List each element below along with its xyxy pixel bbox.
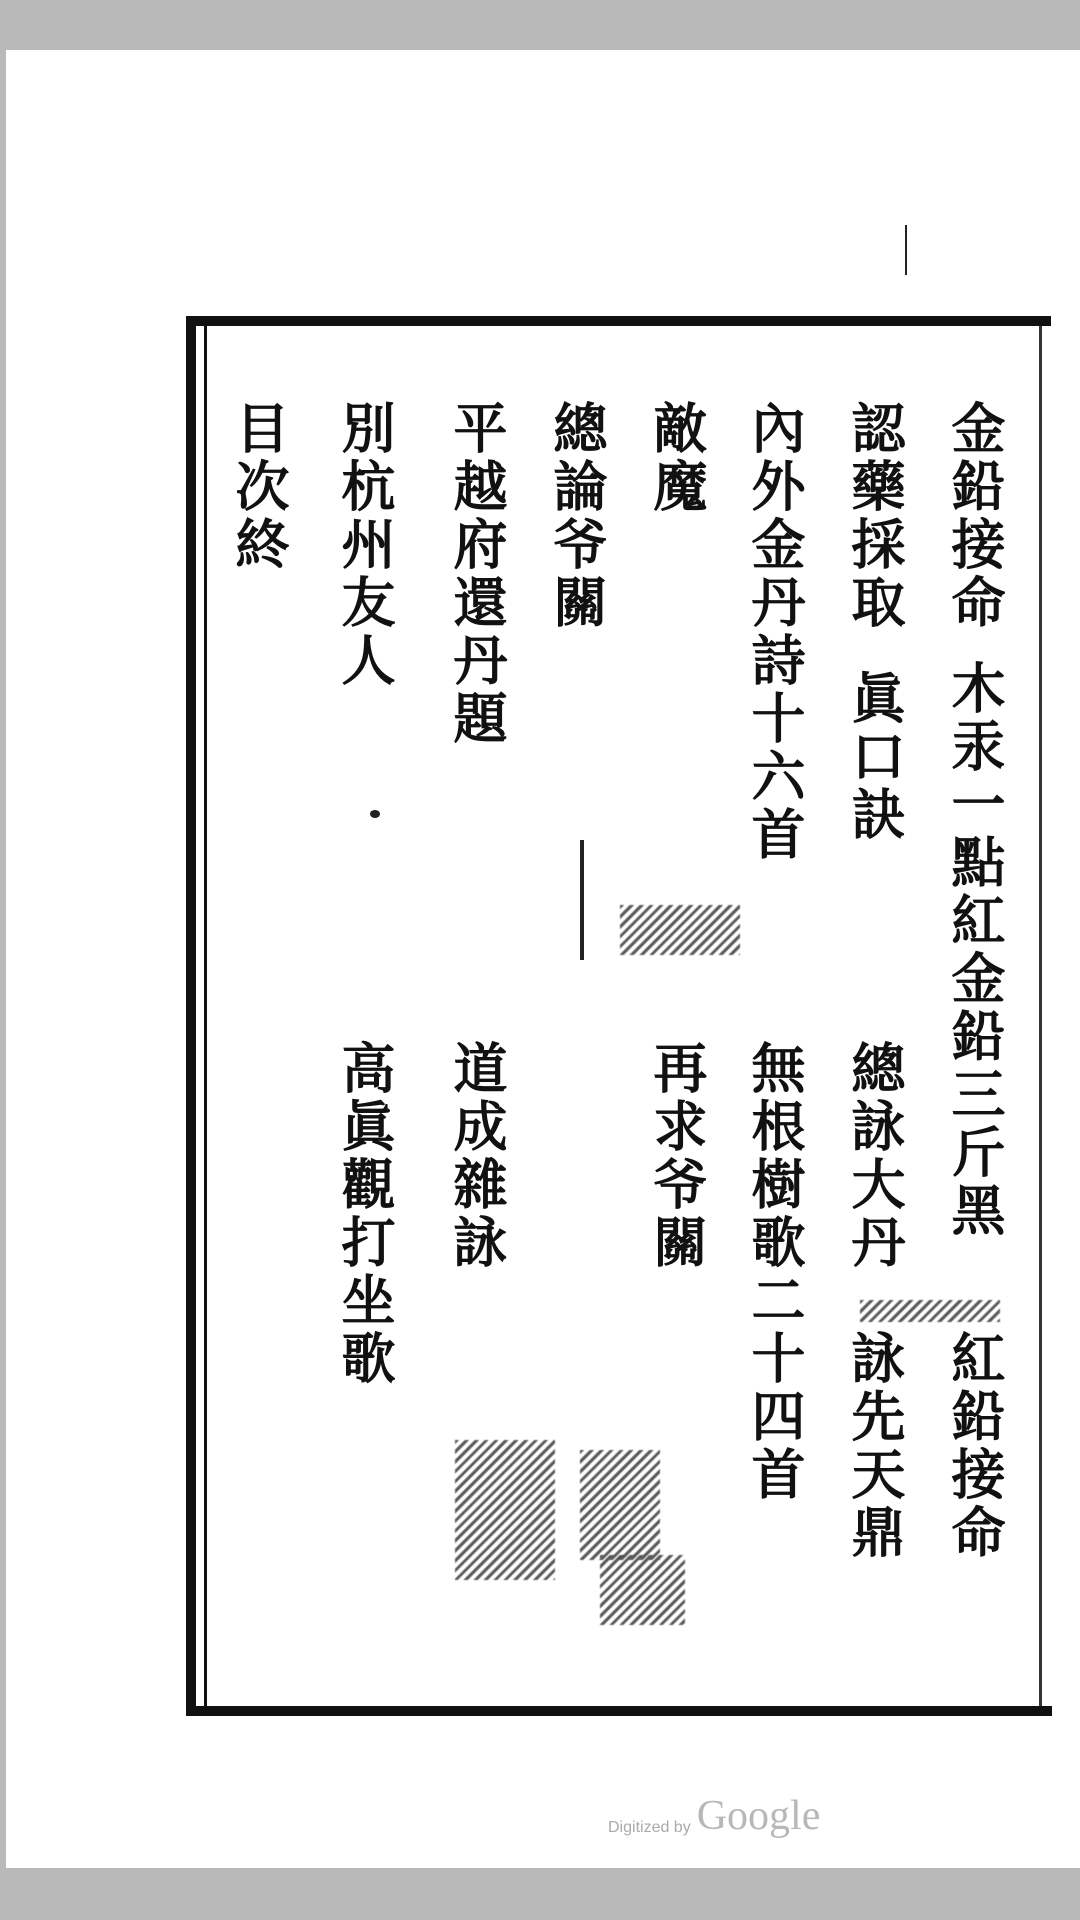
toc-entry: 內外金丹詩十六首 xyxy=(743,400,807,864)
toc-entry: 眞口訣 xyxy=(843,670,907,844)
toc-entry: 目次終 xyxy=(227,400,291,574)
digitized-label: Digitized by xyxy=(608,1819,691,1836)
digitized-by-google xyxy=(608,1795,820,1837)
ink-smudge xyxy=(620,905,740,955)
toc-entry: 總論爷關 xyxy=(545,400,609,632)
ink-smudge xyxy=(580,1450,660,1560)
border-right xyxy=(1039,326,1042,1706)
border-bottom xyxy=(186,1706,1052,1716)
toc-entry: 詠先天鼎 xyxy=(843,1330,907,1562)
ink-speck xyxy=(580,840,584,960)
toc-entry: 木汞一點紅金鉛三斤黑 xyxy=(943,660,1007,1240)
google-logo: Google xyxy=(696,1793,821,1839)
toc-entry: 認藥採取 xyxy=(843,400,907,632)
toc-entry: 敵魔 xyxy=(645,400,709,516)
ink-speck xyxy=(370,810,380,818)
toc-entry: 道成雜詠 xyxy=(445,1040,509,1272)
ink-smudge xyxy=(600,1555,685,1625)
toc-entry: 高眞觀打坐歌 xyxy=(333,1040,397,1388)
toc-entry: 總詠大丹 xyxy=(843,1040,907,1272)
toc-entry: 平越府還丹題 xyxy=(445,400,509,748)
toc-entry: 別杭州友人 xyxy=(333,400,397,690)
toc-entry: 金鉛接命 xyxy=(943,400,1007,632)
border-left-thick xyxy=(186,316,196,1716)
ink-smudge xyxy=(455,1440,555,1580)
toc-entry: 紅鉛接命 xyxy=(943,1330,1007,1562)
toc-entry: 再求爷關 xyxy=(645,1040,709,1272)
border-top xyxy=(191,316,1051,326)
border-left-thin xyxy=(204,326,207,1706)
ink-speck xyxy=(905,225,907,275)
ink-smudge xyxy=(860,1300,1000,1322)
toc-entry: 無根樹歌二十四首 xyxy=(743,1040,807,1504)
